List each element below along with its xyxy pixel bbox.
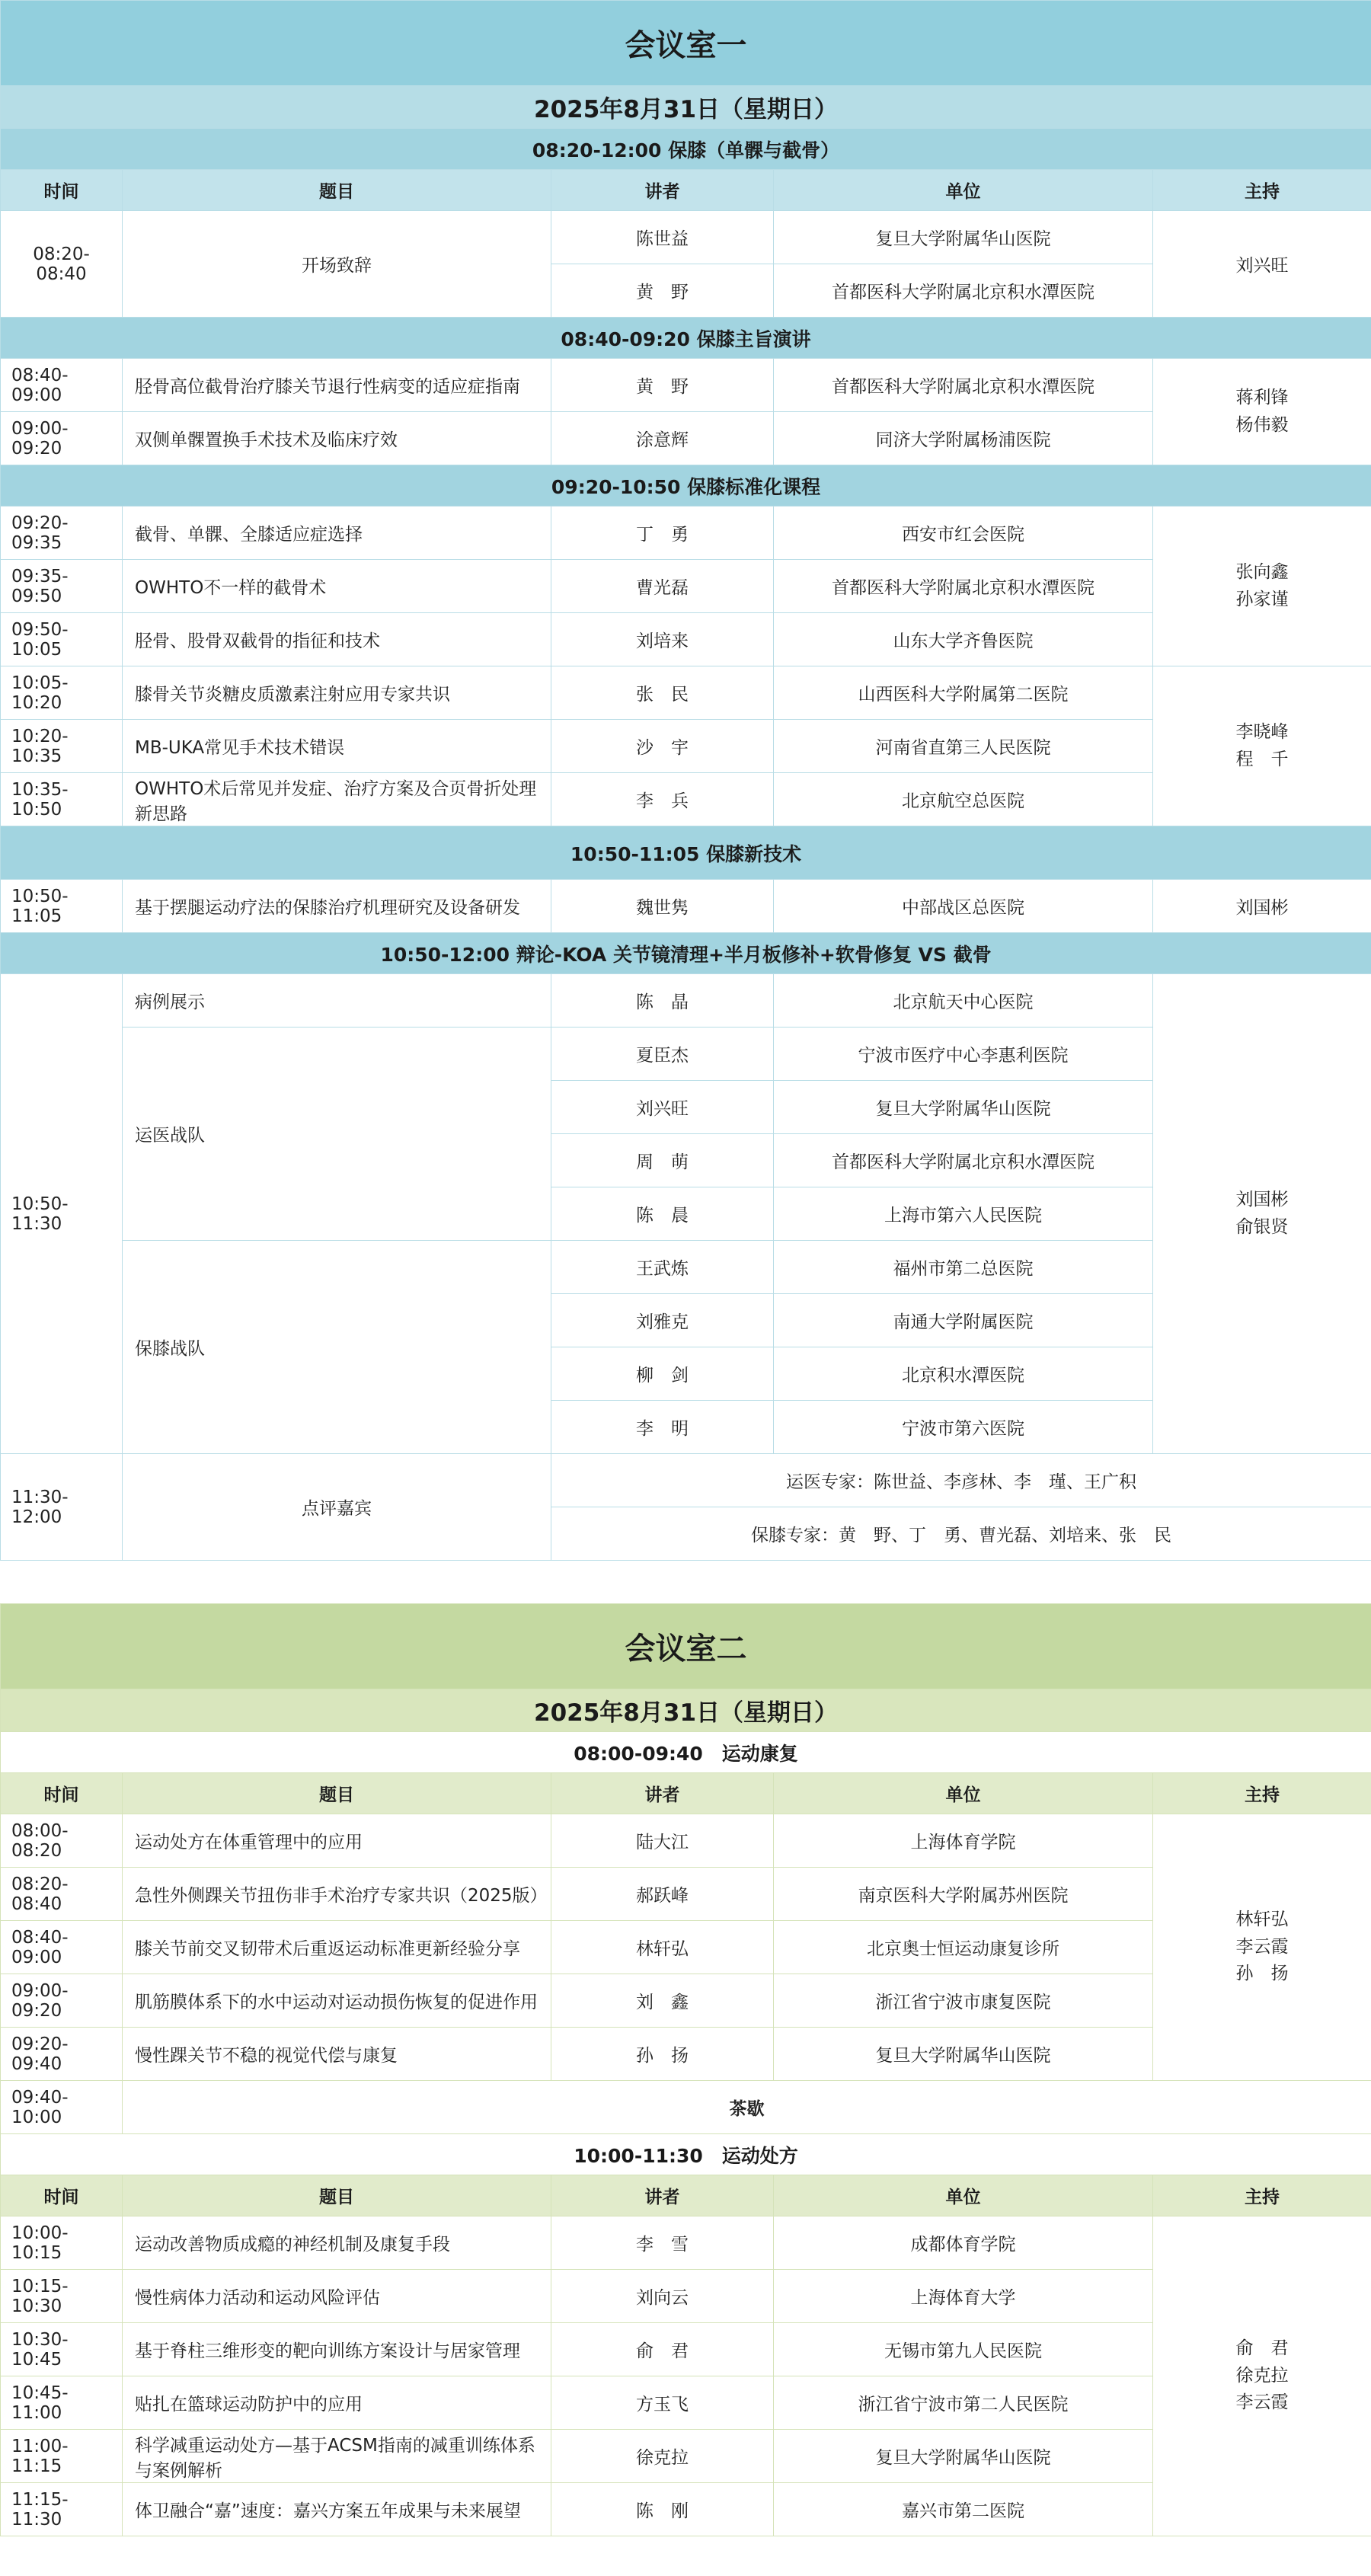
col-header-speaker: 讲者 bbox=[551, 170, 774, 211]
title-cell: 运动处方在体重管理中的应用 bbox=[123, 1814, 551, 1868]
col-header-speaker: 讲者 bbox=[551, 1773, 774, 1814]
org-cell: 宁波市医疗中心李惠利医院 bbox=[774, 1028, 1153, 1081]
title-cell: 慢性踝关节不稳的视觉代偿与康复 bbox=[123, 2028, 551, 2081]
time-cell: 10:45-11:00 bbox=[1, 2376, 123, 2430]
speaker-cell: 陈 晨 bbox=[551, 1187, 774, 1241]
org-cell: 首都医科大学附属北京积水潭医院 bbox=[774, 1134, 1153, 1187]
title-cell: 基于脊柱三维形变的靶向训练方案设计与居家管理 bbox=[123, 2323, 551, 2376]
team-title-cell: 保膝战队 bbox=[123, 1241, 551, 1454]
speaker-cell: 刘向云 bbox=[551, 2270, 774, 2323]
session-header: 09:20-10:50 保膝标准化课程 bbox=[1, 465, 1371, 507]
org-cell: 复旦大学附属华山医院 bbox=[774, 211, 1153, 264]
col-header-host: 主持 bbox=[1153, 2175, 1371, 2216]
title-cell: 开场致辞 bbox=[123, 211, 551, 318]
org-cell: 首都医科大学附属北京积水潭医院 bbox=[774, 560, 1153, 613]
host-cell: 刘兴旺 bbox=[1153, 211, 1371, 318]
speaker-cell: 张 民 bbox=[551, 666, 774, 720]
time-cell: 10:50-11:30 bbox=[1, 974, 123, 1454]
time-cell: 11:00-11:15 bbox=[1, 2430, 123, 2483]
host-cell: 林轩弘 李云霞 孙 扬 bbox=[1153, 1814, 1371, 2081]
host-cell: 蒋利锋 杨伟毅 bbox=[1153, 359, 1371, 465]
org-cell: 西安市红会医院 bbox=[774, 507, 1153, 560]
org-cell: 上海体育大学 bbox=[774, 2270, 1153, 2323]
time-cell: 10:05-10:20 bbox=[1, 666, 123, 720]
time-cell: 11:30-12:00 bbox=[1, 1454, 123, 1561]
col-header-org: 单位 bbox=[774, 1773, 1153, 1814]
org-cell: 上海体育学院 bbox=[774, 1814, 1153, 1868]
title-cell: 双侧单髁置换手术技术及临床疗效 bbox=[123, 412, 551, 465]
title-cell: 点评嘉宾 bbox=[123, 1454, 551, 1561]
col-header-speaker: 讲者 bbox=[551, 2175, 774, 2216]
speaker-cell: 周 萌 bbox=[551, 1134, 774, 1187]
time-cell: 08:00-08:20 bbox=[1, 1814, 123, 1868]
speaker-cell: 陈 刚 bbox=[551, 2483, 774, 2536]
title-cell: 病例展示 bbox=[123, 974, 551, 1028]
time-cell: 08:20-08:40 bbox=[1, 211, 123, 318]
time-cell: 08:40-09:00 bbox=[1, 359, 123, 412]
org-cell: 嘉兴市第二医院 bbox=[774, 2483, 1153, 2536]
tea-break-cell: 茶歇 bbox=[123, 2081, 1371, 2134]
title-cell: OWHTO术后常见并发症、治疗方案及合页骨折处理新思路 bbox=[123, 773, 551, 826]
title-cell: 胫骨、股骨双截骨的指征和技术 bbox=[123, 613, 551, 666]
org-cell: 南通大学附属医院 bbox=[774, 1294, 1153, 1347]
time-cell: 08:40-09:00 bbox=[1, 1921, 123, 1974]
date-bar: 2025年8月31日（星期日） bbox=[1, 1689, 1371, 1732]
speaker-cell: 林轩弘 bbox=[551, 1921, 774, 1974]
title-cell: OWHTO不一样的截骨术 bbox=[123, 560, 551, 613]
org-cell: 北京航空总医院 bbox=[774, 773, 1153, 826]
time-cell: 09:50-10:05 bbox=[1, 613, 123, 666]
host-cell: 刘国彬 bbox=[1153, 880, 1371, 933]
room-title: 会议室二 bbox=[1, 1604, 1371, 1689]
org-cell: 山西医科大学附属第二医院 bbox=[774, 666, 1153, 720]
time-cell: 09:20-09:40 bbox=[1, 2028, 123, 2081]
host-cell: 李晓峰 程 千 bbox=[1153, 666, 1371, 826]
time-cell: 10:00-10:15 bbox=[1, 2216, 123, 2270]
org-cell: 北京航天中心医院 bbox=[774, 974, 1153, 1028]
session-header: 08:00-09:40 运动康复 bbox=[1, 1732, 1371, 1773]
host-cell: 俞 君 徐克拉 李云霞 bbox=[1153, 2216, 1371, 2536]
org-cell: 复旦大学附属华山医院 bbox=[774, 1081, 1153, 1134]
review-experts-line: 运医专家：陈世益、李彦林、李 瑾、王广积 bbox=[551, 1454, 1371, 1507]
time-cell: 09:00-09:20 bbox=[1, 412, 123, 465]
org-cell: 复旦大学附属华山医院 bbox=[774, 2430, 1153, 2483]
time-cell: 09:20-09:35 bbox=[1, 507, 123, 560]
date-bar: 2025年8月31日（星期日） bbox=[1, 86, 1371, 129]
title-cell: 胫骨高位截骨治疗膝关节退行性病变的适应症指南 bbox=[123, 359, 551, 412]
time-cell: 10:20-10:35 bbox=[1, 720, 123, 773]
session-header: 10:50-12:00 辩论-KOA 关节镜清理+半月板修补+软骨修复 VS 截骨 bbox=[1, 933, 1371, 974]
title-cell: 运动改善物质成瘾的神经机制及康复手段 bbox=[123, 2216, 551, 2270]
org-cell: 北京奥士恒运动康复诊所 bbox=[774, 1921, 1153, 1974]
time-cell: 08:20-08:40 bbox=[1, 1868, 123, 1921]
title-cell: 膝关节前交叉韧带术后重返运动标准更新经验分享 bbox=[123, 1921, 551, 1974]
col-header-title: 题目 bbox=[123, 1773, 551, 1814]
title-cell: 贴扎在篮球运动防护中的应用 bbox=[123, 2376, 551, 2430]
speaker-cell: 郝跃峰 bbox=[551, 1868, 774, 1921]
time-cell: 10:50-11:05 bbox=[1, 880, 123, 933]
title-cell: 急性外侧踝关节扭伤非手术治疗专家共识（2025版） bbox=[123, 1868, 551, 1921]
org-cell: 成都体育学院 bbox=[774, 2216, 1153, 2270]
speaker-cell: 曹光磊 bbox=[551, 560, 774, 613]
time-cell: 10:35-10:50 bbox=[1, 773, 123, 826]
speaker-cell: 陈 晶 bbox=[551, 974, 774, 1028]
speaker-cell: 丁 勇 bbox=[551, 507, 774, 560]
speaker-cell: 李 兵 bbox=[551, 773, 774, 826]
room-title: 会议室一 bbox=[1, 1, 1371, 86]
org-cell: 同济大学附属杨浦医院 bbox=[774, 412, 1153, 465]
col-header-title: 题目 bbox=[123, 170, 551, 211]
review-experts-line: 保膝专家：黄 野、丁 勇、曹光磊、刘培来、张 民 bbox=[551, 1507, 1371, 1561]
col-header-org: 单位 bbox=[774, 2175, 1153, 2216]
speaker-cell: 夏臣杰 bbox=[551, 1028, 774, 1081]
speaker-cell: 柳 剑 bbox=[551, 1347, 774, 1401]
session-header: 08:20-12:00 保膝（单髁与截骨） bbox=[1, 129, 1371, 170]
session-header: 10:50-11:05 保膝新技术 bbox=[1, 826, 1371, 880]
title-cell: 基于摆腿运动疗法的保膝治疗机理研究及设备研发 bbox=[123, 880, 551, 933]
title-cell: 科学减重运动处方—基于ACSM指南的减重训练体系与案例解析 bbox=[123, 2430, 551, 2483]
speaker-cell: 李 雪 bbox=[551, 2216, 774, 2270]
speaker-cell: 魏世隽 bbox=[551, 880, 774, 933]
room-2-schedule bbox=[0, 1603, 1371, 2536]
time-cell: 10:30-10:45 bbox=[1, 2323, 123, 2376]
title-cell: 膝骨关节炎糖皮质激素注射应用专家共识 bbox=[123, 666, 551, 720]
col-header-title: 题目 bbox=[123, 2175, 551, 2216]
session-header: 10:00-11:30 运动处方 bbox=[1, 2134, 1371, 2175]
col-header-time: 时间 bbox=[1, 170, 123, 211]
time-cell: 09:35-09:50 bbox=[1, 560, 123, 613]
col-header-host: 主持 bbox=[1153, 1773, 1371, 1814]
title-cell: 截骨、单髁、全膝适应症选择 bbox=[123, 507, 551, 560]
title-cell: MB-UKA常见手术技术错误 bbox=[123, 720, 551, 773]
org-cell: 上海市第六人民医院 bbox=[774, 1187, 1153, 1241]
speaker-cell: 孙 扬 bbox=[551, 2028, 774, 2081]
speaker-cell: 刘兴旺 bbox=[551, 1081, 774, 1134]
org-cell: 无锡市第九人民医院 bbox=[774, 2323, 1153, 2376]
host-cell: 张向鑫 孙家谨 bbox=[1153, 507, 1371, 666]
speaker-cell: 徐克拉 bbox=[551, 2430, 774, 2483]
org-cell: 浙江省宁波市第二人民医院 bbox=[774, 2376, 1153, 2430]
time-cell: 10:15-10:30 bbox=[1, 2270, 123, 2323]
host-cell: 刘国彬 俞银贤 bbox=[1153, 974, 1371, 1454]
org-cell: 首都医科大学附属北京积水潭医院 bbox=[774, 359, 1153, 412]
time-cell: 11:15-11:30 bbox=[1, 2483, 123, 2536]
org-cell: 山东大学齐鲁医院 bbox=[774, 613, 1153, 666]
speaker-cell: 黄 野 bbox=[551, 264, 774, 318]
org-cell: 河南省直第三人民医院 bbox=[774, 720, 1153, 773]
speaker-cell: 陆大江 bbox=[551, 1814, 774, 1868]
team-title-cell: 运医战队 bbox=[123, 1028, 551, 1241]
org-cell: 宁波市第六医院 bbox=[774, 1401, 1153, 1454]
time-cell: 09:00-09:20 bbox=[1, 1974, 123, 2028]
speaker-cell: 王武炼 bbox=[551, 1241, 774, 1294]
org-cell: 北京积水潭医院 bbox=[774, 1347, 1153, 1401]
title-cell: 慢性病体力活动和运动风险评估 bbox=[123, 2270, 551, 2323]
col-header-host: 主持 bbox=[1153, 170, 1371, 211]
title-cell: 体卫融合“嘉”速度：嘉兴方案五年成果与未来展望 bbox=[123, 2483, 551, 2536]
speaker-cell: 黄 野 bbox=[551, 359, 774, 412]
org-cell: 南京医科大学附属苏州医院 bbox=[774, 1868, 1153, 1921]
org-cell: 浙江省宁波市康复医院 bbox=[774, 1974, 1153, 2028]
speaker-cell: 陈世益 bbox=[551, 211, 774, 264]
org-cell: 中部战区总医院 bbox=[774, 880, 1153, 933]
session-header: 08:40-09:20 保膝主旨演讲 bbox=[1, 318, 1371, 359]
speaker-cell: 刘 鑫 bbox=[551, 1974, 774, 2028]
speaker-cell: 方玉飞 bbox=[551, 2376, 774, 2430]
speaker-cell: 俞 君 bbox=[551, 2323, 774, 2376]
speaker-cell: 刘培来 bbox=[551, 613, 774, 666]
time-cell: 09:40-10:00 bbox=[1, 2081, 123, 2134]
speaker-cell: 涂意辉 bbox=[551, 412, 774, 465]
org-cell: 复旦大学附属华山医院 bbox=[774, 2028, 1153, 2081]
org-cell: 首都医科大学附属北京积水潭医院 bbox=[774, 264, 1153, 318]
title-cell: 肌筋膜体系下的水中运动对运动损伤恢复的促进作用 bbox=[123, 1974, 551, 2028]
room-2-table bbox=[0, 1603, 1371, 2536]
section-gap bbox=[0, 1561, 1371, 1603]
col-header-time: 时间 bbox=[1, 1773, 123, 1814]
col-header-org: 单位 bbox=[774, 170, 1153, 211]
col-header-time: 时间 bbox=[1, 2175, 123, 2216]
speaker-cell: 刘雅克 bbox=[551, 1294, 774, 1347]
speaker-cell: 李 明 bbox=[551, 1401, 774, 1454]
org-cell: 福州市第二总医院 bbox=[774, 1241, 1153, 1294]
speaker-cell: 沙 宇 bbox=[551, 720, 774, 773]
